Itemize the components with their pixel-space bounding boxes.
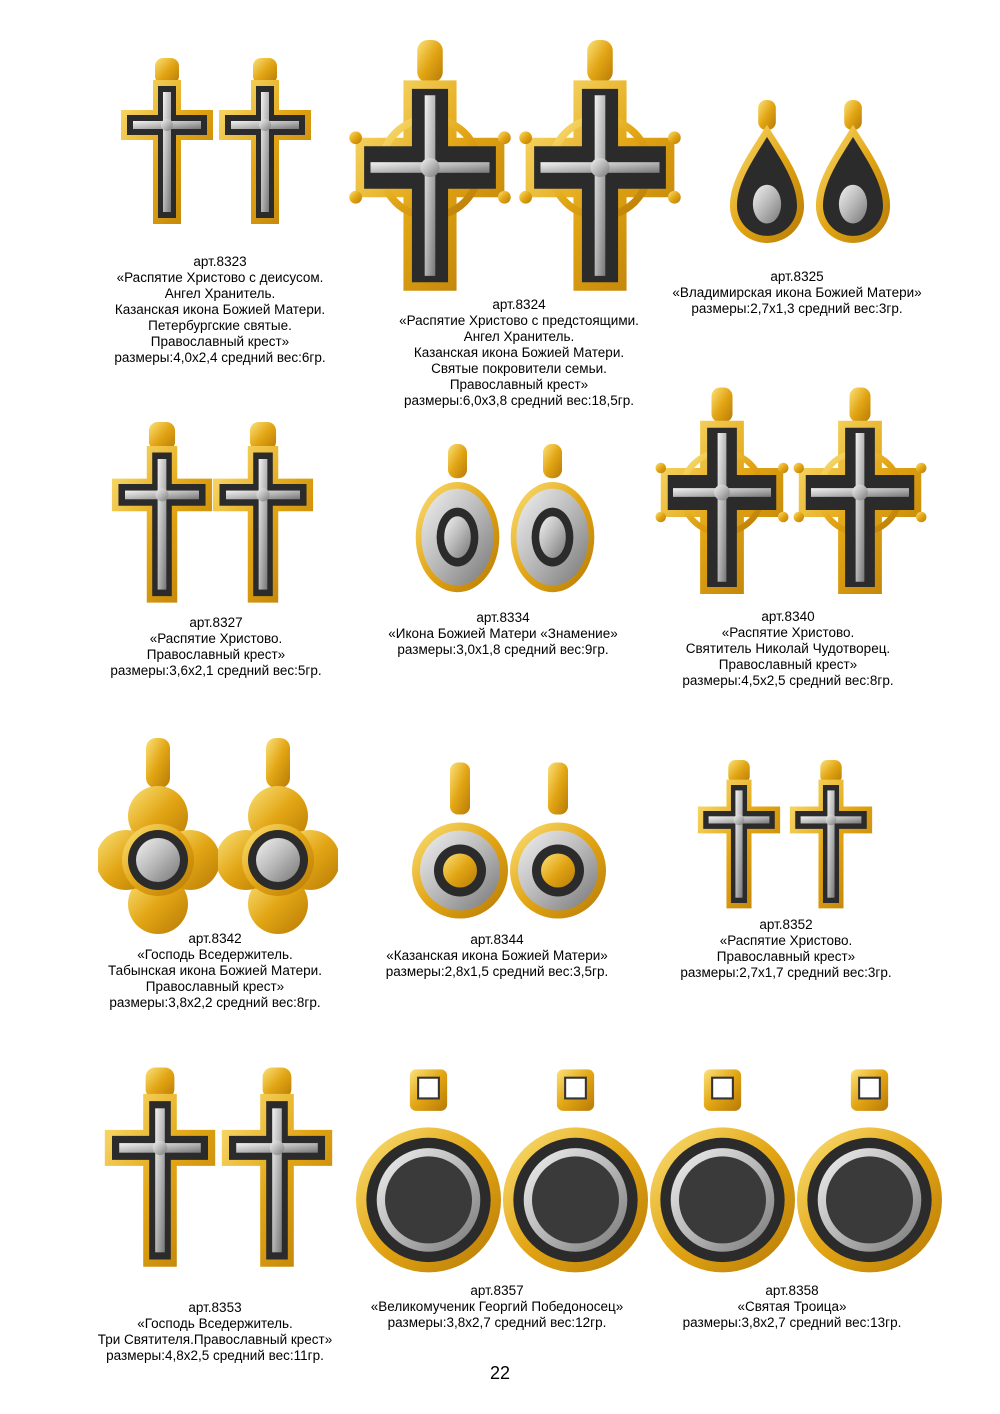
medallion-pendant-icon [356,1068,501,1278]
product-title-line: «Распятие Христово. [149,631,283,646]
product-title-line: Три Святителя.Православный крест» [97,1332,333,1347]
product-title-line: Ангел Хранитель. [463,329,575,344]
cross-pendant-icon [100,1052,220,1287]
article-number: арт.8324 [492,297,546,312]
product-specs: размеры:2,7х1,3 средний вес:3гр. [691,301,903,316]
cross-pendant-icon [217,1052,337,1287]
ornate-cross-pendant-icon [345,40,515,295]
product-caption [672,269,921,317]
product-title-line: «Господь Вседержитель. [137,1316,293,1331]
cross-pendant-icon [215,58,315,228]
cross-pendant-icon [786,760,876,912]
page-number: 22 [489,1363,511,1383]
product-title-line: Православный крест» [718,657,858,672]
article-number: арт.8352 [759,917,813,932]
article-number: арт.8357 [470,1283,524,1298]
cross-pendant-icon [694,760,784,912]
product-title-line: Святитель Николай Чудотворец. [685,641,891,656]
product-specs: размеры:3,8х2,2 средний вес:8гр. [109,995,321,1010]
article-number: арт.8334 [476,610,530,625]
article-number: арт.8323 [193,254,247,269]
product-caption [399,297,639,409]
oval-icon-pendant-icon [505,444,600,596]
product-title-line: «Распятие Христово. [719,933,853,948]
product-caption [682,609,893,689]
cross-pendant-icon [107,422,217,607]
product-title-line: «Владимирская икона Божией Матери» [672,285,922,300]
product-title-line: Ангел Хранитель. [164,286,276,301]
product-caption [98,1300,333,1364]
product-specs: размеры:2,7х1,7 средний вес:3гр. [680,965,892,980]
product-caption [110,615,321,679]
product-title-line: Казанская икона Божией Матери. [413,345,625,360]
product-caption [683,1283,902,1331]
product-title-line: Святые покровители семьи. [431,361,607,376]
product-title-line: «Господь Вседержитель. [137,947,293,962]
product-specs: размеры:4,0х2,4 средний вес:6гр. [114,350,326,365]
round-pendant-icon [410,760,510,925]
cross-pendant-icon [117,58,217,228]
teardrop-pendant-icon [808,100,898,250]
product-caption [388,610,617,658]
product-title-line: Православный крест» [716,949,856,964]
oval-icon-pendant-icon [410,444,505,596]
product-specs: размеры:6,0х3,8 средний вес:18,5гр. [404,393,634,408]
article-number: арт.8340 [761,609,815,624]
product-caption [371,1283,623,1331]
article-number: арт.8353 [188,1300,242,1315]
teardrop-pendant-icon [722,100,812,250]
medallion-pendant-icon [797,1068,942,1278]
product-title-line: «Великомученик Георгий Победоносец» [370,1299,624,1314]
product-title-line: Табынская икона Божией Матери. [108,963,322,978]
product-specs: размеры:4,5х2,5 средний вес:8гр. [682,673,894,688]
article-number: арт.8344 [470,932,524,947]
medallion-pendant-icon [650,1068,795,1278]
quatrefoil-pendant-icon [218,738,338,938]
article-number: арт.8325 [770,269,824,284]
product-title-line: «Распятие Христово. [721,625,855,640]
product-title-line: Православный крест» [150,334,290,349]
product-caption [680,917,891,981]
product-specs: размеры:3,0х1,8 средний вес:9гр. [397,642,609,657]
product-title-line: «Распятие Христово с предстоящими. [399,313,639,328]
product-title-line: Петербургские святые. [148,318,292,333]
product-title-line: Православный крест» [449,377,589,392]
article-number: арт.8358 [765,1283,819,1298]
round-pendant-icon [508,760,608,925]
product-title-line: «Святая Троица» [737,1299,847,1314]
product-title-line: Православный крест» [146,647,286,662]
product-caption [386,932,608,980]
ornate-cross-pendant-icon [515,40,685,295]
product-caption [114,254,325,366]
product-specs: размеры:3,8х2,7 средний вес:12гр. [387,1315,607,1330]
quatrefoil-pendant-icon [98,738,218,938]
product-specs: размеры:4,8х2,5 средний вес:11гр. [106,1348,324,1363]
product-specs: размеры:3,8х2,7 средний вес:13гр. [682,1315,902,1330]
cross-pendant-icon [208,422,318,607]
product-title-line: Православный крест» [145,979,285,994]
article-number: арт.8342 [188,931,242,946]
product-specs: размеры:2,8х1,5 средний вес:3,5гр. [385,964,609,979]
product-caption [108,931,322,1011]
product-title-line: «Икона Божией Матери «Знамение» [388,626,618,641]
ornate-cross-pendant-icon [790,380,930,605]
product-title-line: «Казанская икона Божией Матери» [386,948,608,963]
medallion-pendant-icon [503,1068,648,1278]
article-number: арт.8327 [189,615,243,630]
product-title-line: «Распятие Христово с деисусом. [116,270,324,285]
ornate-cross-pendant-icon [652,380,792,605]
product-specs: размеры:3,6х2,1 средний вес:5гр. [110,663,322,678]
product-title-line: Казанская икона Божией Матери. [114,302,326,317]
